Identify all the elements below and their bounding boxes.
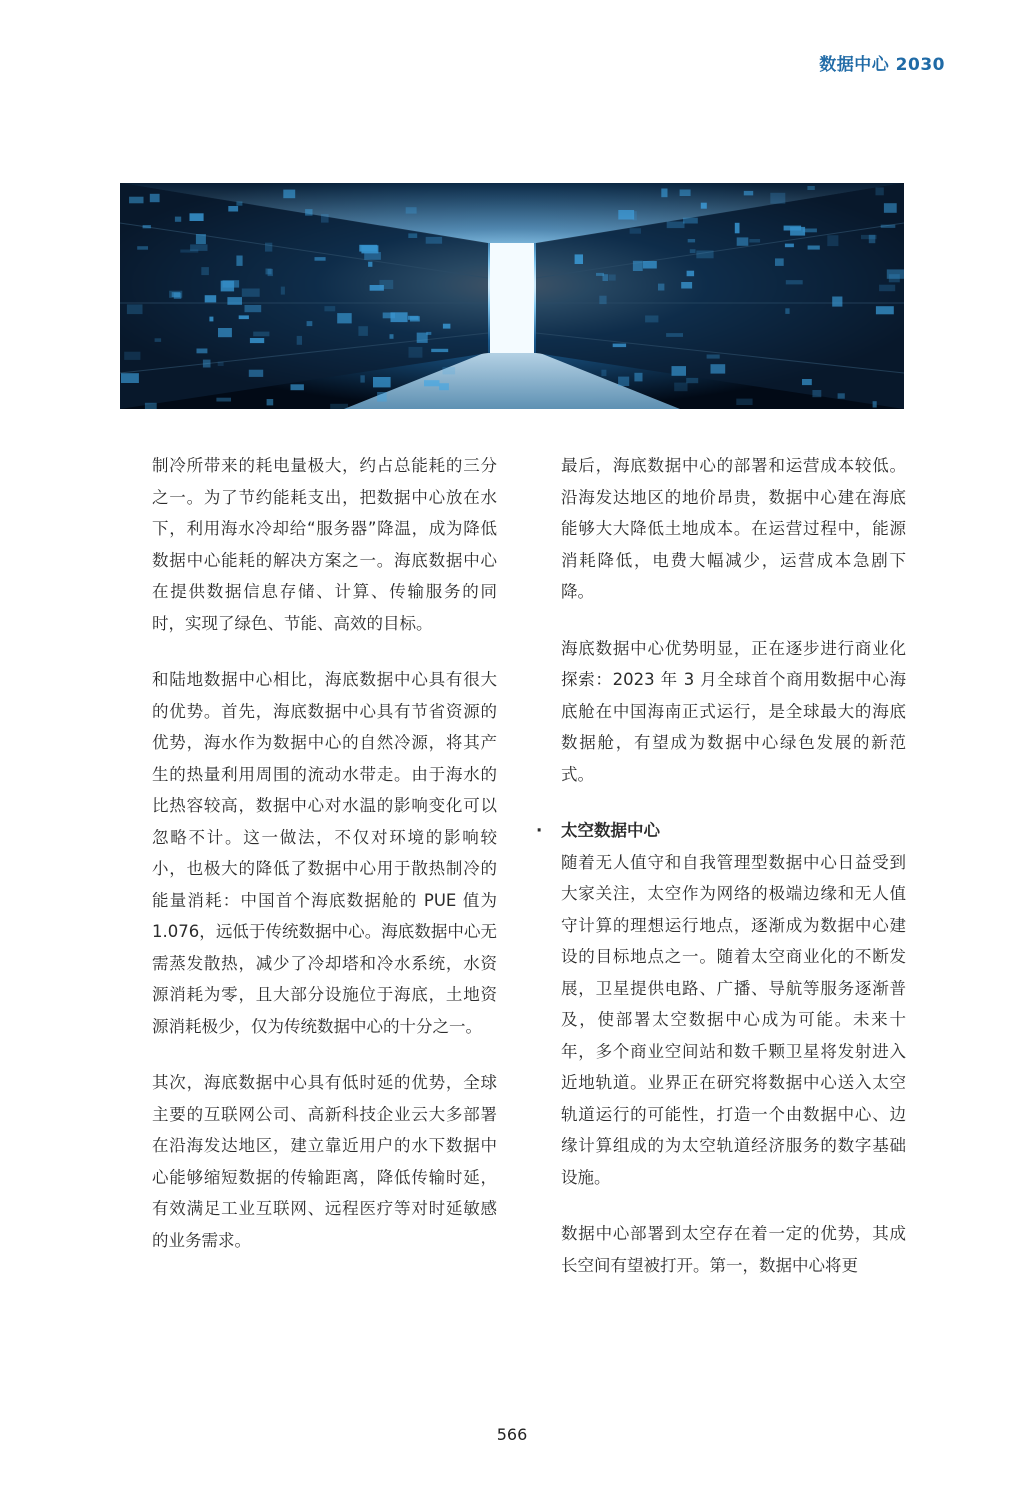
paragraph: 海底数据中心优势明显，正在逐步进行商业化探索：2023 年 3 月全球首个商用数据中心海底舱在中国海南正式运行，是全球最大的海底数据舱，有望成为数据中心绿色发展的新范式。 bbox=[561, 638, 906, 784]
paragraph: 数据中心部署到太空存在着一定的优势，其成长空间有望被打开。第一，数据中心将更 bbox=[561, 1224, 906, 1275]
right-column bbox=[536, 450, 906, 1306]
left-column bbox=[152, 450, 497, 1281]
paragraph: 最后，海底数据中心的部署和运营成本较低。沿海发达地区的地价昂贵，数据中心建在海底能够大大降低土地成本。在运营过程中，能源消耗降低，电费大幅减少，运营成本急剧下降。 bbox=[561, 456, 906, 601]
server-corridor-image bbox=[120, 183, 904, 409]
paragraph: 制冷所带来的耗电量极大，约占总能耗的三分之一。为了节约能耗支出，把数据中心放在水下，利用海水冷却给“服务器”降温，成为降低数据中心能耗的解决方案之一。海底数据中心在提供数据信息存储、计算、传输服务的同时，实现了绿色、节能、高效的目标。 bbox=[152, 456, 497, 633]
section-heading-text: 太空数据中心 bbox=[561, 821, 660, 840]
page-number: 566 bbox=[496, 1425, 528, 1444]
bullet-icon: · bbox=[536, 821, 543, 840]
section-heading bbox=[536, 815, 906, 847]
paragraph: 其次，海底数据中心具有低时延的优势，全球主要的互联网公司、高新科技企业云大多部署在沿海发达地区，建立靠近用户的水下数据中心能够缩短数据的传输距离，降低传输时延，有效满足工业互联网、远程医疗等对时延敏感的业务需求。 bbox=[152, 1073, 497, 1250]
running-header-title: 数据中心 2030 bbox=[819, 55, 945, 75]
paragraph: 和陆地数据中心相比，海底数据中心具有很大的优势。首先，海底数据中心具有节省资源的优势，海水作为数据中心的自然冷源，将其产生的热量利用周围的流动水带走。由于海水的比热容较高，数据中心对水温的影响变化可以忽略不计。这一做法，不仅对环境的影响较小，也极大的降低了数据中心用于散热制冷的能量消耗：中国首个海底数据舱的 PUE 值为 1.076，远低于传统数据中心。海底数据中心无需蒸发散热，减少了冷却塔和冷水系统，水资源消耗为零，且大部分设施位于海底，土地资源消耗极少，仅为传统数据中心的十分之一。 bbox=[152, 670, 497, 1036]
paragraph: 随着无人值守和自我管理型数据中心日益受到大家关注，太空作为网络的极端边缘和无人值守计算的理想运行地点，逐渐成为数据中心建设的目标地点之一。随着太空商业化的不断发展，卫星提供电路、广播、导航等服务逐渐普及，使部署太空数据中心成为可能。未来十年，多个商业空间站和数千颗卫星将发射进入近地轨道。业界正在研究将数据中心送入太空轨道运行的可能性，打造一个由数据中心、边缘计算组成的为太空轨道经济服务的数字基础设施。 bbox=[561, 852, 906, 1187]
